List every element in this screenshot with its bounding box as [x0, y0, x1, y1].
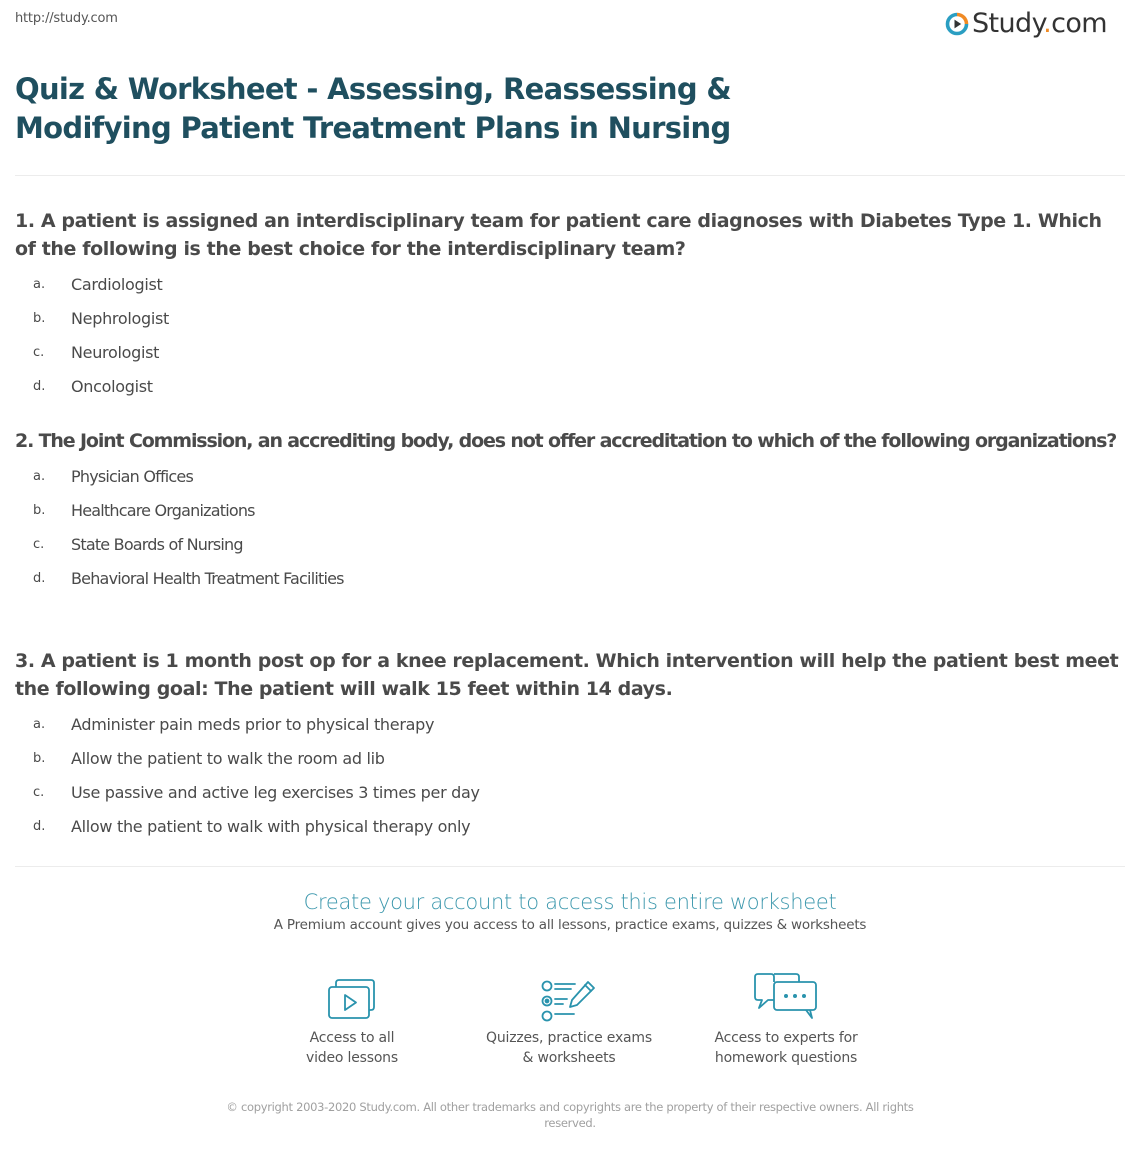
choice-list [15, 707, 1125, 843]
feature-experts [686, 970, 886, 1068]
study-play-logo-icon [945, 12, 969, 36]
choice-b [15, 493, 1125, 527]
choice-letter: d. [33, 378, 46, 394]
signup-cta [0, 888, 1140, 933]
choice-text: Behavioral Health Treatment Facilities [71, 568, 344, 588]
choice-b [15, 741, 1125, 775]
choice-text: Physician Offices [71, 466, 193, 486]
choice-b [15, 301, 1125, 335]
choice-c [15, 775, 1125, 809]
choice-text: Oncologist [71, 376, 153, 396]
choice-letter: c. [33, 536, 45, 552]
choice-a [15, 707, 1125, 741]
question-text: 3. A patient is 1 month post op for a knee replacement. Which intervention will help the patient best meet the following goal: The patient will walk 15 feet within 14 days. [15, 650, 1119, 700]
choice-letter: c. [33, 344, 45, 360]
video-lessons-icon [252, 970, 452, 1022]
page-title: Quiz & Worksheet - Assessing, Reassessing & Modifying Patient Treatment Plans in Nursing [15, 72, 731, 145]
question-text: 2. The Joint Commission, an accrediting body, does not offer accreditation to which of the following organizations? [15, 430, 1117, 452]
choice-list [15, 459, 1125, 595]
create-account-link[interactable]: Create your account to access this entire worksheet [303, 890, 837, 914]
choice-letter: a. [33, 276, 46, 292]
logo-wordmark: Study.com [972, 8, 1107, 39]
question-1 [15, 207, 1125, 403]
copyright-footer: © copyright 2003-2020 Study.com. All other trademarks and copyrights are the property of their respective owners. All rights reserved. [226, 1100, 914, 1130]
choice-letter: a. [33, 716, 46, 732]
cta-subtitle: A Premium account gives you access to all lessons, practice exams, quizzes & worksheets [273, 917, 867, 933]
choice-a [15, 267, 1125, 301]
choice-letter: c. [33, 784, 45, 800]
feature-label: Quizzes, practice exams & worksheets [486, 1030, 652, 1066]
divider [15, 866, 1125, 867]
question-text: 1. A patient is assigned an interdisciplinary team for patient care diagnoses with Diabetes Type 1. Which of the following is the best choice for the interdisciplinary team? [15, 210, 1102, 260]
chat-bubbles-icon [686, 970, 886, 1022]
choice-letter: b. [33, 502, 46, 518]
feature-label: Access to experts for homework questions [714, 1030, 858, 1066]
choice-d [15, 561, 1125, 595]
choice-text: Allow the patient to walk the room ad lib [71, 748, 385, 768]
choice-d [15, 369, 1125, 403]
choice-text: Healthcare Organizations [71, 500, 255, 520]
choice-a [15, 459, 1125, 493]
choice-text: State Boards of Nursing [71, 534, 243, 554]
choice-text: Nephrologist [71, 308, 169, 328]
feature-video-lessons [252, 970, 452, 1068]
question-2 [15, 427, 1125, 595]
choice-letter: d. [33, 818, 46, 834]
choice-letter: b. [33, 310, 46, 326]
choice-d [15, 809, 1125, 843]
choice-letter: d. [33, 570, 46, 586]
choice-text: Cardiologist [71, 274, 163, 294]
question-3 [15, 647, 1125, 843]
choice-text: Neurologist [71, 342, 160, 362]
choice-c [15, 527, 1125, 561]
feature-label: Access to all video lessons [306, 1030, 398, 1066]
quiz-checklist-icon [469, 970, 669, 1022]
choice-text: Administer pain meds prior to physical therapy [71, 714, 435, 734]
study-logo[interactable] [945, 9, 1107, 39]
choice-letter: b. [33, 750, 46, 766]
source-url: http://study.com [15, 11, 118, 26]
choice-c [15, 335, 1125, 369]
choice-letter: a. [33, 468, 46, 484]
divider [15, 175, 1125, 176]
choice-text: Allow the patient to walk with physical therapy only [71, 816, 471, 836]
feature-quizzes [469, 970, 669, 1068]
choice-text: Use passive and active leg exercises 3 times per day [71, 782, 480, 802]
choice-list [15, 267, 1125, 403]
